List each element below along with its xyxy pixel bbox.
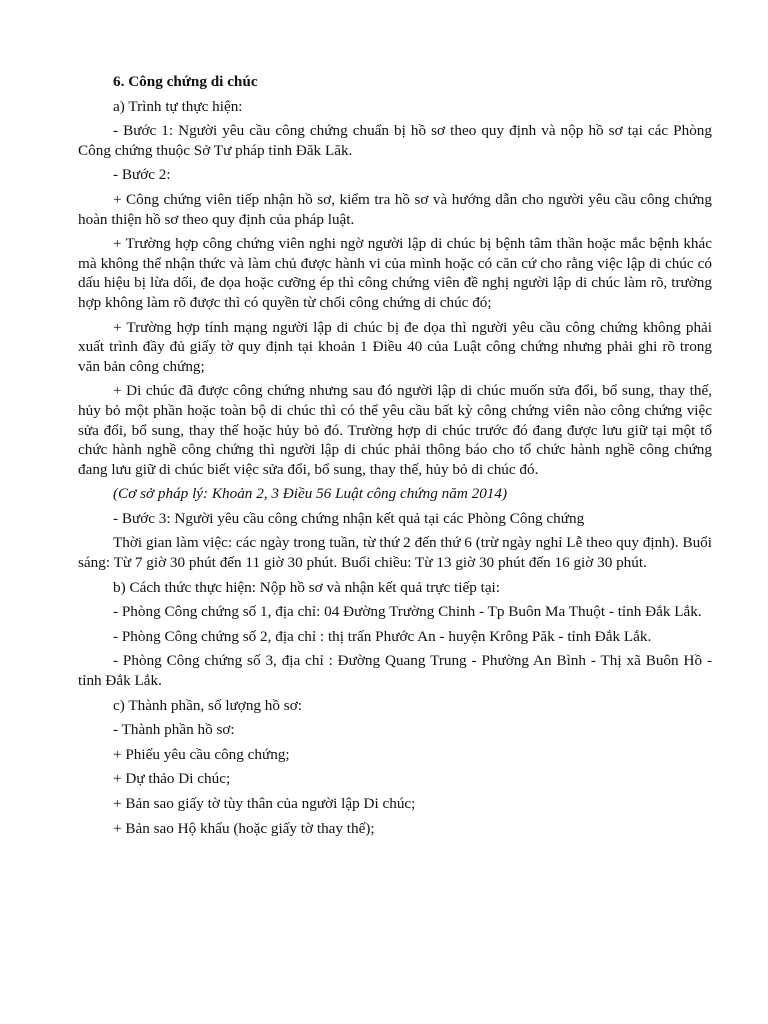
office-3: - Phòng Công chứng số 3, địa chỉ : Đường Quang Trung - Phường An Bình - Thị xã Buôn Hồ - tỉnh Đắk Lắk.: [78, 652, 712, 690]
dossier-item-draft-will: + Dự thảo Di chúc;: [113, 770, 231, 788]
working-hours: Thời gian làm việc: các ngày trong tuần, từ thứ 2 đến thứ 6 (trừ ngày nghỉ Lễ theo quy định). Buổi sáng: Từ 7 giờ 30 phút đến 11 giờ 30 phút. Buổi chiều: Từ 13 giờ 30 phút đến 16 giờ 30 phút.: [78, 534, 712, 572]
step-3-paragraph: - Bước 3: Người yêu cầu công chứng nhận kết quả tại các Phòng Công chứng: [113, 509, 585, 527]
step-2-item-doubt: + Trường hợp công chứng viên nghi ngờ người lập di chúc bị bệnh tâm thần hoặc mắc bệnh khác mà không thể nhận thức và làm chủ được hành vi của mình hoặc có căn cứ cho rằng việc lập di chúc có dấu hiệu bị lừa dối, đe dọa hoặc cưỡng ép thì công chứng viên đề nghị người lập di chúc làm rõ, trường hợp không làm rõ được thì có quyền từ chối công chứng di chúc đó;: [78, 235, 712, 311]
dossier-item-household-copy: + Bản sao Hộ khẩu (hoặc giấy tờ thay thế);: [113, 819, 375, 837]
procedure-subheading: a) Trình tự thực hiện:: [113, 97, 243, 115]
dossier-item-id-copy: + Bản sao giấy tờ tùy thân của người lập Di chúc;: [113, 795, 416, 812]
legal-basis: (Cơ sở pháp lý: Khoản 2, 3 Điều 56 Luật công chứng năm 2014): [113, 485, 508, 503]
section-heading: 6. Công chứng di chúc: [113, 73, 258, 90]
document-page: [78, 72, 712, 843]
dossier-subheading: c) Thành phần, số lượng hồ sơ:: [113, 696, 302, 714]
office-2: - Phòng Công chứng số 2, địa chỉ : thị trấn Phước An - huyện Krông Păk - tỉnh Đắk Lắk.: [113, 627, 652, 645]
dossier-components-label: - Thành phần hồ sơ:: [113, 721, 235, 739]
method-subheading: b) Cách thức thực hiện: Nộp hồ sơ và nhận kết quả trực tiếp tại:: [113, 578, 500, 596]
step-2-item-receive: + Công chứng viên tiếp nhận hồ sơ, kiểm tra hồ sơ và hướng dẫn cho người yêu cầu công chứng hoàn thiện hồ sơ theo quy định của pháp luật.: [78, 190, 712, 228]
step-2-item-amend: + Di chúc đã được công chứng nhưng sau đó người lập di chúc muốn sửa đổi, bổ sung, thay thế, hủy bỏ một phần hoặc toàn bộ di chúc thì có thể yêu cầu bất kỳ công chứng viên nào công chứng việc sửa đổi, bổ sung, thay thế hoặc hủy bỏ đó. Trường hợp di chúc trước đó đang được lưu giữ tại một tổ chức hành nghề công chứng thì người lập di chúc phải thông báo cho tổ chức hành nghề công chứng đang lưu giữ di chúc biết việc sửa đổi, bổ sung, thay thế, hủy bỏ di chúc đó.: [78, 382, 712, 478]
step-1-paragraph: - Bước 1: Người yêu cầu công chứng chuẩn bị hồ sơ theo quy định và nộp hồ sơ tại các Phòng Công chứng thuộc Sở Tư pháp tỉnh Đăk Lăk.: [78, 122, 712, 159]
step-2-item-threat: + Trường hợp tính mạng người lập di chúc bị đe dọa thì người yêu cầu công chứng không phải xuất trình đầy đủ giấy tờ quy định tại khoản 1 Điều 40 của Luật công chứng nhưng phải ghi rõ trong văn bản công chứng;: [78, 318, 712, 375]
office-1: - Phòng Công chứng số 1, địa chỉ: 04 Đường Trường Chinh - Tp Buôn Ma Thuột - tỉnh Đắk Lắk.: [113, 603, 702, 621]
step-2-label: - Bước 2:: [113, 166, 171, 184]
dossier-item-request-form: + Phiếu yêu cầu công chứng;: [113, 745, 290, 763]
